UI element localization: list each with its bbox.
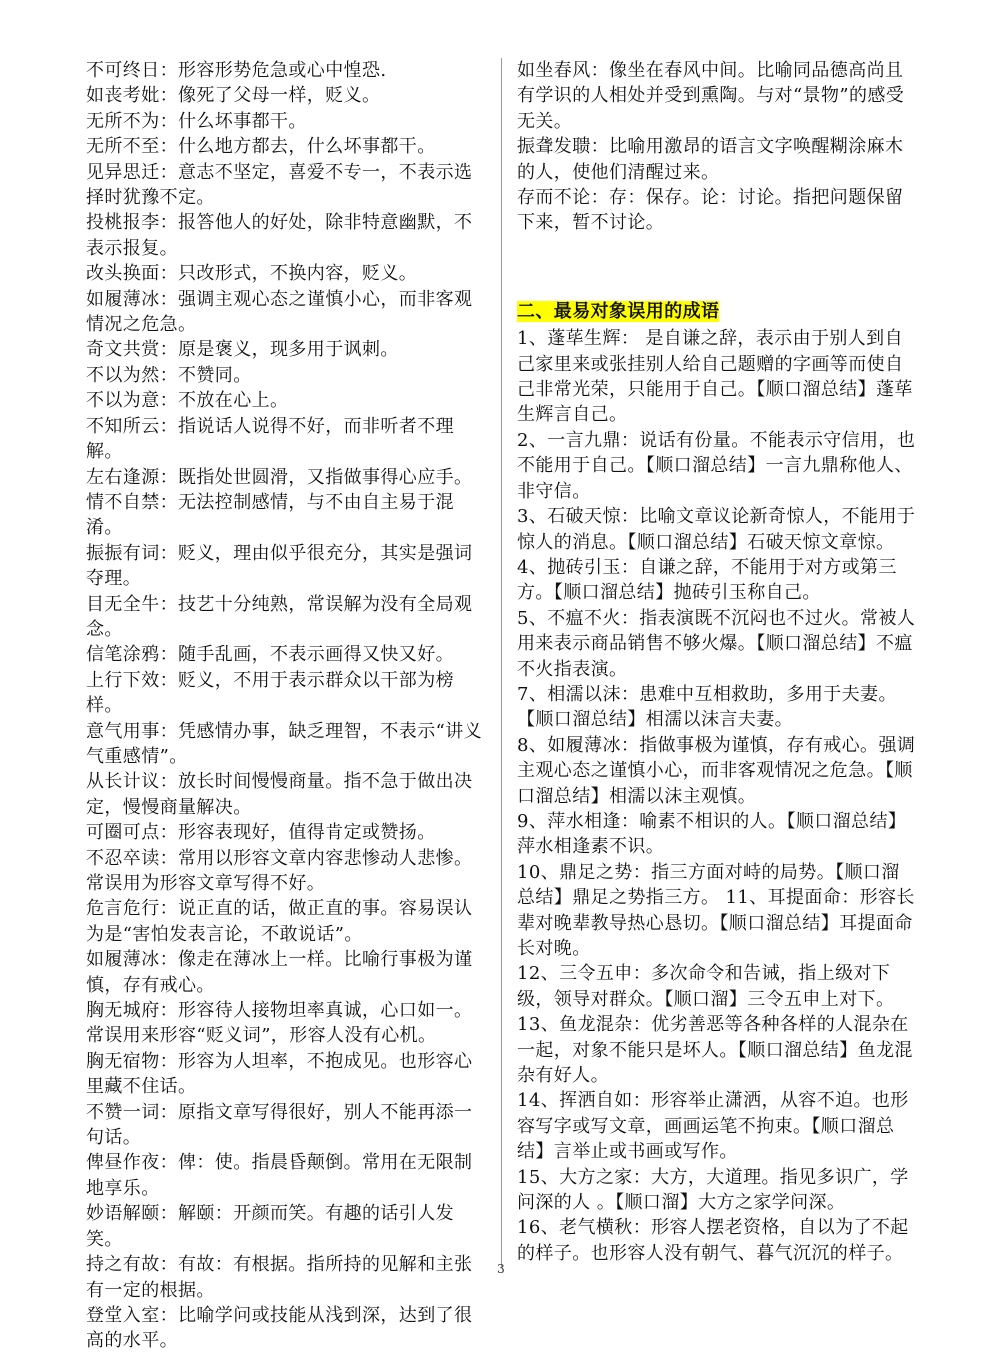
idiom-entry: 振聋发聩：比喻用激昂的语言文字唤醒糊涂麻木的人，使他们清醒过来。 bbox=[517, 136, 904, 183]
section-heading bbox=[517, 299, 917, 324]
idiom-entry: 2、一言九鼎：说话有份量。不能表示守信用，也不能用于自己。【顺口溜总结】一言九鼎称他人、非守信。 bbox=[517, 429, 916, 502]
idiom-entry: 见异思迁：意志不坚定，喜爱不专一，不表示选择时犹豫不定。 bbox=[86, 161, 473, 209]
idiom-entry: 可圈可点：形容表现好，值得肯定或赞扬。 bbox=[86, 822, 436, 844]
column-divider bbox=[501, 58, 502, 1268]
section-heading-text: 二、最易对象误用的成语 bbox=[517, 300, 720, 322]
idiom-entry: 如履薄冰：像走在薄冰上一样。比喻行事极为谨慎，存有戒心。 bbox=[86, 949, 473, 996]
left-column bbox=[86, 58, 486, 1354]
idiom-entry: 如坐春风：像坐在春风中间。比喻同品德高尚且有学识的人相处并受到熏陶。与对“景物”的感受无关。 bbox=[517, 60, 905, 132]
idiom-entry: 投桃报李：报答他人的好处，除非特意幽默，不表示报复。 bbox=[86, 212, 473, 259]
idiom-entry: 16、老气横秋：形容人摆老资格，自以为了不起的样子。也形容人没有朝气、暮气沉沉的样子。 bbox=[517, 1217, 909, 1264]
idiom-entry: 15、大方之家：大方，大道理。指见多识广，学问深的人 。【顺口溜】大方之家学问深。 bbox=[517, 1166, 909, 1214]
idiom-entry: 7、相濡以沫：患难中互相救助，多用于夫妻。【顺口溜总结】相濡以沫言夫妻。 bbox=[517, 683, 897, 731]
idiom-entry: 无所不至：什么地方都去，什么坏事都干。 bbox=[86, 136, 436, 158]
idiom-entry: 如履薄冰：强调主观心态之谨慎小心，而非客观情况之危急。 bbox=[86, 288, 473, 336]
idiom-entry: 妙语解颐：解颐：开颜而笑。有趣的话引人发笑。 bbox=[86, 1203, 454, 1250]
idiom-entry: 5、不瘟不火：指表演既不沉闷也不过火。常被人用来表示商品销售不够火爆。【顺口溜总结】不瘟不火指表演。 bbox=[517, 607, 916, 680]
section-spacer bbox=[517, 236, 917, 299]
idiom-entry: 不忍卒读：常用以形容文章内容悲惨动人悲惨。常误用为形容文章写得不好。 bbox=[86, 847, 473, 894]
idiom-entry: 1、蓬荜生辉： 是自谦之辞，表示由于别人到自己家里来或张挂别人给自己题赠的字画等而使自己非常光荣，只能用于自己。【顺口溜总结】蓬荜生辉言自己。 bbox=[517, 328, 913, 426]
right-column-idiom-list bbox=[517, 326, 917, 1266]
idiom-entry: 意气用事：凭感情办事，缺乏理智，不表示“讲义气重感情”。 bbox=[86, 720, 482, 767]
idiom-entry: 危言危行：说正直的话，做正直的事。容易误认为是“害怕发表言论，不敢说话”。 bbox=[86, 898, 473, 945]
idiom-entry: 上行下效：贬义，不用于表示群众以干部为榜样。 bbox=[86, 669, 454, 717]
idiom-entry: 从长计议：放长时间慢慢商量。指不急于做出决定，慢慢商量解决。 bbox=[86, 771, 473, 818]
idiom-entry: 情不自禁：无法控制感情，与不由自主易于混淆。 bbox=[86, 491, 454, 539]
idiom-entry: 不赞一词：原指文章写得很好，别人不能再添一句话。 bbox=[86, 1101, 473, 1149]
idiom-entry: 目无全牛：技艺十分纯熟，常误解为没有全局观念。 bbox=[86, 593, 473, 640]
idiom-entry: 9、萍水相逢：喻素不相识的人。【顺口溜总结】萍水相逢素不识。 bbox=[517, 810, 907, 858]
idiom-entry: 3、石破天惊：比喻文章议论新奇惊人，不能用于惊人的消息。【顺口溜总结】石破天惊文章惊。 bbox=[517, 506, 916, 553]
idiom-entry: 持之有故：有故：有根据。指所持的见解和主张有一定的根据。 bbox=[86, 1254, 473, 1301]
idiom-entry: 8、如履薄冰：指做事极为谨慎，存有戒心。强调主观心态之谨慎小心，而非客观情况之危急。【顺口溜总结】相濡以沫主观慎。 bbox=[517, 734, 916, 807]
idiom-entry: 12、三令五申：多次命令和告诫，指上级对下级，领导对群众。【顺口溜】三令五申上对下。 bbox=[517, 963, 895, 1010]
idiom-entry: 振振有词：贬义，理由似乎很充分，其实是强词夺理。 bbox=[86, 542, 473, 590]
idiom-entry: 如丧考妣：像死了父母一样，贬义。 bbox=[86, 85, 381, 107]
idiom-entry: 无所不为：什么坏事都干。 bbox=[86, 110, 307, 132]
right-column bbox=[517, 58, 917, 1266]
idiom-entry: 10、鼎足之势：指三方面对峙的局势。【顺口溜总结】鼎足之势指三方。 11、耳提面命：形容长辈对晚辈教导热心恳切。【顺口溜总结】耳提面命长对晚。 bbox=[517, 861, 915, 959]
idiom-entry: 不知所云：指说话人说得不好，而非听者不理解。 bbox=[86, 415, 454, 463]
idiom-entry: 不以为然：不赞同。 bbox=[86, 364, 252, 386]
page-number: 3 bbox=[497, 1262, 505, 1276]
idiom-entry: 奇文共赏：原是褒义，现多用于讽刺。 bbox=[86, 339, 399, 361]
idiom-entry: 存而不论：存：保存。论：讨论。指把问题保留下来，暂不讨论。 bbox=[517, 187, 904, 234]
idiom-entry: 登堂入室：比喻学问或技能从浅到深，达到了很高的水平。 bbox=[86, 1304, 473, 1352]
idiom-entry: 13、鱼龙混杂：优劣善恶等各种各样的人混杂在一起，对象不能只是坏人。【顺口溜总结】鱼龙混杂有好人。 bbox=[517, 1014, 913, 1087]
idiom-entry: 信笔涂鸦：随手乱画，不表示画得又快又好。 bbox=[86, 644, 454, 666]
idiom-entry: 改头换面：只改形式，不换内容，贬义。 bbox=[86, 263, 418, 285]
right-column-top-entries bbox=[517, 58, 917, 236]
idiom-entry: 不以为意：不放在心上。 bbox=[86, 390, 289, 412]
idiom-entry: 14、挥洒自如：形容举止潇洒，从容不迫。也形容写字或写文章，画画运笔不拘束。【顺口溜总结】言举止或书画或写作。 bbox=[517, 1090, 909, 1163]
idiom-entry: 胸无城府：形容待人接物坦率真诚，心口如一。常误用来形容“贬义词”，形容人没有心机。 bbox=[86, 1000, 473, 1047]
idiom-entry: 不可终日：形容形势危急或心中惶恐. bbox=[86, 60, 387, 81]
idiom-entry: 4、抛砖引玉：自谦之辞，不能用于对方或第三方。【顺口溜总结】抛砖引玉称自己。 bbox=[517, 556, 897, 604]
idiom-entry: 俾昼作夜：俾：使。指晨昏颠倒。常用在无限制地享乐。 bbox=[86, 1152, 473, 1199]
idiom-entry: 左右逢源：既指处世圆滑，又指做事得心应手。 bbox=[86, 466, 473, 488]
idiom-entry: 胸无宿物：形容为人坦率，不抱成见。也形容心里藏不住话。 bbox=[86, 1050, 473, 1098]
